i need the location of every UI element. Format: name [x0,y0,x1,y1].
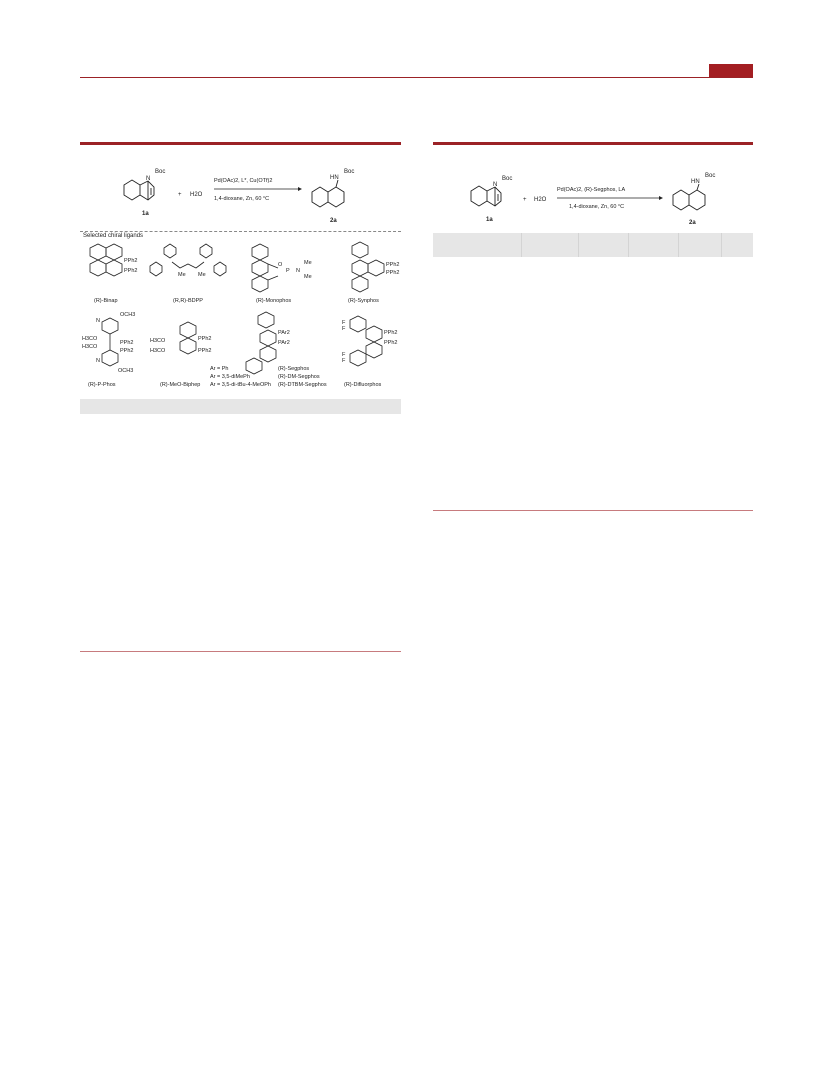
substrate-n: N [146,176,151,182]
svg-text:PPh2: PPh2 [120,348,134,354]
conditions-bottom: 1,4-dioxane, Zn, 60 °C [569,204,625,210]
ligand-name: (R)-Difluorphos [344,382,382,388]
product-boc: Boc [705,173,716,179]
conditions-top: Pd(OAc)2, (R)-Segphos, LA [557,187,626,193]
left-table-bottom-rule [80,651,401,652]
product-label: 2a [689,220,696,226]
svg-text:PPh2: PPh2 [198,348,212,354]
ligand-row-1 [80,240,401,306]
substrate-boc: Boc [155,169,166,175]
ligand-name: (R)-MeO-Biphep [160,382,201,388]
substrate-1a-structure [471,186,501,206]
svg-text:F: F [342,326,346,332]
segphos-variant: (R)-Segphos [278,366,310,372]
ligands-heading: Selected chiral ligands [83,233,144,239]
svg-text:Me: Me [198,272,206,278]
svg-text:F: F [342,320,346,326]
product-nh: HN [330,175,339,181]
svg-text:Me: Me [304,274,312,280]
segphos-variant: (R)-DM-Segphos [278,374,320,380]
svg-text:PPh2: PPh2 [386,270,400,276]
ligand-row-2 [80,308,401,396]
substrate-n: N [493,182,498,188]
right-table-header [433,233,753,257]
conditions-bottom: 1,4-dioxane, Zn, 60 °C [214,196,270,202]
svg-text:PPh2: PPh2 [124,268,138,274]
right-table-top-rule [433,142,753,145]
product-2a-structure [673,184,705,210]
svg-text:F: F [342,358,346,364]
water: H2O [534,197,547,203]
conditions-top: Pd(OAc)2, L*, Cu(OTf)2 [214,178,273,184]
product-2a-structure [312,180,344,207]
svg-text:PPh2: PPh2 [384,340,398,346]
product-nh: HN [691,179,700,185]
svg-text:H3CO: H3CO [82,336,98,342]
page-number-tab [709,64,753,77]
svg-text:PAr2: PAr2 [278,330,290,336]
right-reaction-scheme [433,165,753,227]
ligand-name: (R)-Monophos [256,298,292,304]
svg-text:F: F [342,352,346,358]
substrate-boc: Boc [502,176,513,182]
substrate-label: 1a [486,217,493,223]
substrate-label: 1a [142,211,149,217]
svg-text:N: N [96,358,100,364]
svg-text:H3CO: H3CO [150,338,166,344]
ligand-name: (R)-Synphos [348,298,379,304]
left-table-top-rule [80,142,401,145]
svg-text:PPh2: PPh2 [386,262,400,268]
plus-sign: + [178,192,182,198]
ligand-name: (R)-P-Phos [88,382,116,388]
svg-text:H3CO: H3CO [82,344,98,350]
svg-text:OCH3: OCH3 [120,312,136,318]
left-table-header [80,399,401,414]
water: H2O [190,192,203,198]
svg-text:N: N [96,318,100,324]
svg-text:PPh2: PPh2 [384,330,398,336]
svg-text:PPh2: PPh2 [120,340,134,346]
product-boc: Boc [344,169,355,175]
svg-text:P: P [286,268,290,274]
segphos-variant: (R)-DTBM-Segphos [278,382,327,388]
substrate-1a-structure [124,180,154,200]
header-rule [80,77,753,78]
svg-text:H3CO: H3CO [150,348,166,354]
ar-note: Ar = Ph [210,366,229,372]
right-table-bottom-rule [433,510,753,511]
svg-text:PAr2: PAr2 [278,340,290,346]
svg-text:PPh2: PPh2 [124,258,138,264]
svg-text:N: N [296,268,300,274]
plus-sign: + [523,197,527,203]
svg-text:PPh2: PPh2 [198,336,212,342]
ligand-name: (R,R)-BDPP [173,298,203,304]
ligand-name: (R)-Binap [94,298,118,304]
svg-text:O: O [278,262,283,268]
svg-text:Me: Me [304,260,312,266]
ar-note: Ar = 3,5-di-tBu-4-MeOPh [210,382,271,388]
product-label: 2a [330,218,337,224]
svg-text:Me: Me [178,272,186,278]
ar-note: Ar = 3,5-diMePh [210,374,250,380]
left-reaction-scheme [80,160,401,230]
scheme-divider [80,231,401,232]
svg-text:OCH3: OCH3 [118,368,134,374]
